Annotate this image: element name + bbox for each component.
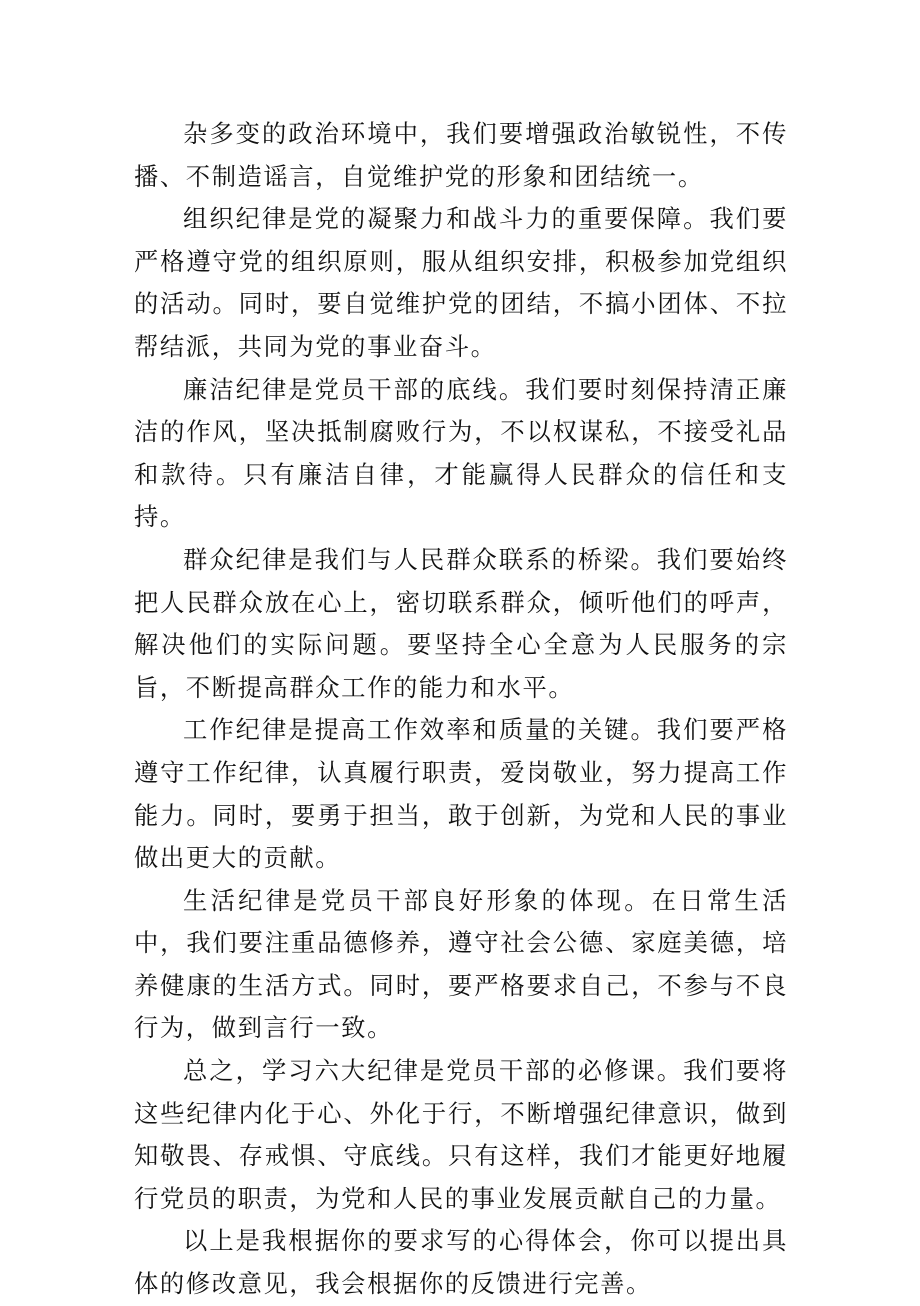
paragraph-mass-discipline: 群众纪律是我们与人民群众联系的桥梁。我们要始终把人民群众放在心上，密切联系群众，倾听他们的呼声，解决他们的实际问题。要坚持全心全意为人民服务的宗旨，不断提高群众工作的能力和水平。	[134, 544, 788, 702]
paragraph-conclusion: 总之，学习六大纪律是党员干部的必修课。我们要将这些纪律内化于心、外化于行，不断增强纪律意识，做到知敬畏、存戒惧、守底线。只有这样，我们才能更好地履行党员的职责，为党和人民的事业发展贡献自己的力量。	[134, 1056, 788, 1213]
paragraph-closing-note: 以上是我根据你的要求写的心得体会，你可以提出具体的修改意见，我会根据你的反馈进行完善。	[134, 1226, 788, 1299]
paragraph-organizational-discipline: 组织纪律是党的凝聚力和战斗力的重要保障。我们要严格遵守党的组织原则，服从组织安排，积极参加党组织的活动。同时，要自觉维护党的团结，不搞小团体、不拉帮结派，共同为党的事业奋斗。	[134, 204, 788, 361]
paragraph-work-discipline: 工作纪律是提高工作效率和质量的关键。我们要严格遵守工作纪律，认真履行职责，爱岗敬业，努力提高工作能力。同时，要勇于担当，敢于创新，为党和人民的事业做出更大的贡献。	[134, 715, 788, 873]
paragraph-political-environment: 杂多变的政治环境中，我们要增强政治敏锐性，不传播、不制造谣言，自觉维护党的形象和团结统一。	[134, 119, 788, 191]
paragraph-life-discipline: 生活纪律是党员干部良好形象的体现。在日常生活中，我们要注重品德修养，遵守社会公德、家庭美德，培养健康的生活方式。同时，要严格要求自己，不参与不良行为，做到言行一致。	[134, 885, 788, 1043]
paragraph-integrity-discipline: 廉洁纪律是党员干部的底线。我们要时刻保持清正廉洁的作风，坚决抵制腐败行为，不以权谋私，不接受礼品和款待。只有廉洁自律，才能赢得人民群众的信任和支持。	[134, 374, 788, 532]
document-page	[134, 113, 788, 1306]
